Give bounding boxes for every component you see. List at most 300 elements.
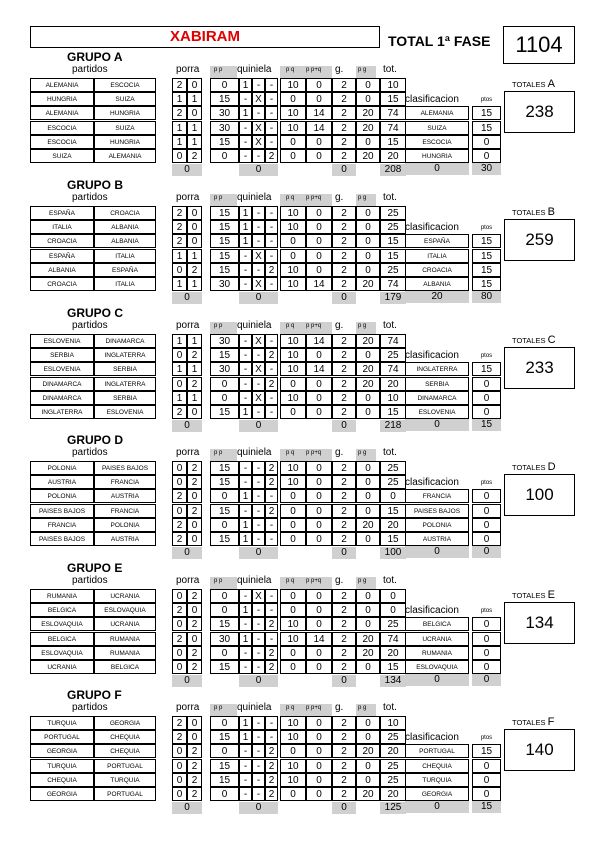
match-cell: 0 [172,787,187,801]
match-cell: - [252,206,265,220]
column-header-pg: p g [358,323,367,329]
match-cell: 0 [356,249,380,263]
match-cell: 1 [239,234,252,248]
match-cell: 10 [280,617,306,631]
match-cell: 0 [306,504,332,518]
standing-points: 0 [472,405,501,419]
column-header-porra: porra [176,64,200,75]
match-cell: SERBIA [94,391,156,405]
match-cell: 0 [306,773,332,787]
column-header-g: g. [335,575,344,586]
match-cell: 0 [187,78,202,92]
match-cell: - [239,759,252,773]
match-cell: 2 [332,263,356,277]
match-cell: 15 [380,249,406,263]
sum-cell: 125 [380,802,406,814]
match-cell: UCRANIA [30,660,94,674]
group-totals-label [512,461,556,473]
standing-team: FRANCIA [405,489,469,503]
match-cell: 2 [332,92,356,106]
match-cell: 0 [210,787,239,801]
match-cell: ALEMANIA [94,149,156,163]
match-cell: - [239,135,252,149]
match-cell: 20 [356,744,380,758]
match-cell: 0 [187,405,202,419]
match-cell: - [239,377,252,391]
match-cell: 10 [280,391,306,405]
group-section [0,178,595,306]
match-row [30,475,406,489]
match-cell: 1 [239,716,252,730]
column-header-pg: p g [358,195,367,201]
match-cell: 10 [380,391,406,405]
standings-summary-left: 0 [405,163,469,175]
column-header-pg: p g [358,450,367,456]
match-cell: 10 [280,362,306,376]
match-cell: 15 [380,660,406,674]
standings-summary-left: 0 [405,801,469,813]
match-cell: 10 [280,334,306,348]
match-cell: 25 [380,759,406,773]
standing-team: ALBANIA [405,277,469,291]
column-header-porra: porra [176,192,200,203]
match-cell: 20 [380,518,406,532]
match-cell: GEORGIA [94,716,156,730]
standing-team: POLONIA [405,518,469,532]
match-cell: 0 [210,391,239,405]
match-cell: 20 [380,149,406,163]
match-cell: - [239,92,252,106]
group-totals-letter: F [547,716,555,728]
group-totals-letter: B [547,206,555,218]
standing-points: 0 [472,660,501,674]
match-cell: 2 [332,489,356,503]
match-cell: - [265,121,278,135]
match-cell: - [239,617,252,631]
clasificacion-label: clasificacion [405,350,459,362]
standing-team: CROACIA [405,263,469,277]
match-cell: 2 [265,377,278,391]
sum-cell: 218 [380,420,406,432]
standing-points: 0 [472,773,501,787]
standing-team: ESLOVENIA [405,405,469,419]
match-cell: ITALIA [94,277,156,291]
match-cell: 15 [210,532,239,546]
match-cell: 2 [187,617,202,631]
match-cell: 2 [172,603,187,617]
match-cell: ITALIA [94,249,156,263]
match-row [30,234,406,248]
standings-summary-left: 0 [405,546,469,558]
match-cell: 2 [265,787,278,801]
clasificacion-label: clasificacion [405,605,459,617]
match-cell: 20 [356,646,380,660]
match-cell: - [265,234,278,248]
standing-team: ITALIA [405,249,469,263]
match-cell: 0 [172,475,187,489]
standing-points: 15 [472,249,501,263]
match-cell: ITALIA [30,220,94,234]
match-cell: X [252,277,265,291]
match-cell: 2 [332,78,356,92]
match-cell: RUMANIA [94,646,156,660]
match-cell: TURQUIA [30,716,94,730]
match-cell: DINAMARCA [30,391,94,405]
match-cell: 20 [380,377,406,391]
match-cell: - [239,249,252,263]
group-section [0,561,595,689]
match-cell: 2 [187,461,202,475]
match-cell: 0 [306,759,332,773]
standings-summary-left: 0 [405,419,469,431]
sum-cell: 0 [332,420,356,432]
match-cell: 10 [280,277,306,291]
match-cell: 1 [187,391,202,405]
match-cell: 0 [380,603,406,617]
match-cell: - [252,773,265,787]
sum-cell: 0 [239,420,278,432]
standings-summary-left: 20 [405,291,469,303]
group-total-value: 140 [504,729,575,771]
match-cell: 10 [280,759,306,773]
match-cell: AUSTRIA [94,489,156,503]
match-cell: 25 [380,730,406,744]
standing-points: 15 [472,121,501,135]
match-cell: - [265,362,278,376]
sum-cell: 208 [380,164,406,176]
standing-points: 0 [472,646,501,660]
group-section [0,433,595,561]
match-cell: ESLOVENIA [30,362,94,376]
standing-row [405,744,501,758]
match-cell: 0 [210,744,239,758]
column-header-quiniela: quiniela [237,575,272,586]
column-header-pq: p q [286,705,295,711]
match-cell: - [265,92,278,106]
column-header-quiniela: quiniela [237,192,272,203]
standing-row [405,249,501,263]
match-cell: 0 [280,660,306,674]
match-cell: 0 [356,461,380,475]
participant-name-box [30,26,380,48]
match-row [30,744,406,758]
match-cell: 0 [306,532,332,546]
match-cell: - [239,504,252,518]
match-cell: 0 [306,660,332,674]
match-cell: 0 [306,206,332,220]
match-cell: CHEQUIA [30,773,94,787]
match-cell: 0 [172,660,187,674]
match-cell: AUSTRIA [30,475,94,489]
standing-team: TURQUIA [405,773,469,787]
match-cell: 1 [239,220,252,234]
match-cell: 0 [172,646,187,660]
standing-points: 0 [472,135,501,149]
match-cell: ESPAÑA [94,263,156,277]
match-cell: 0 [280,92,306,106]
match-cell: 20 [356,149,380,163]
match-cell: - [265,405,278,419]
column-header-partidos: partidos [72,192,108,203]
match-row [30,405,406,419]
match-cell: 0 [172,461,187,475]
match-cell: ALEMANIA [30,106,94,120]
column-header-quiniela: quiniela [237,64,272,75]
match-cell: 2 [172,106,187,120]
match-cell: 0 [356,504,380,518]
match-cell: 2 [187,377,202,391]
match-cell: 0 [187,220,202,234]
standing-row [405,646,501,660]
match-cell: 0 [210,646,239,660]
standings-summary-right: 0 [472,546,501,558]
match-cell: 0 [306,744,332,758]
match-cell: TURQUIA [94,773,156,787]
group-totals-letter: C [547,334,556,346]
match-cell: 0 [306,475,332,489]
column-header-ppq: p p+q [306,705,322,711]
match-row [30,106,406,120]
match-cell: 1 [187,362,202,376]
match-cell: X [252,589,265,603]
match-cell: 15 [210,759,239,773]
standing-row [405,532,501,546]
match-cell: PORTUGAL [30,730,94,744]
match-cell: 1 [172,121,187,135]
match-cell: 15 [210,249,239,263]
match-cell: 25 [380,263,406,277]
match-cell: 0 [356,603,380,617]
match-cell: 0 [280,249,306,263]
sum-cell: 0 [239,675,278,687]
match-cell: 15 [380,532,406,546]
match-cell: - [265,277,278,291]
ptos-label: ptos [480,97,493,104]
sum-cell: 0 [332,292,356,304]
match-row [30,716,406,730]
group-title: GRUPO C [67,306,124,320]
match-cell: 1 [172,135,187,149]
match-cell: 0 [306,249,332,263]
group-totals-text: TOTALES [512,336,546,345]
match-cell: 15 [380,92,406,106]
sum-cell: 0 [239,547,278,559]
column-header-ppq: p p+q [306,450,322,456]
match-cell: ESPAÑA [30,249,94,263]
column-header-pq: p q [286,67,295,73]
match-cell: UCRANIA [94,617,156,631]
ptos-label: ptos [480,353,493,360]
match-cell: 0 [187,730,202,744]
match-cell: 0 [306,405,332,419]
column-header-pq: p q [286,323,295,329]
column-header-porra: porra [176,447,200,458]
match-cell: 1 [239,603,252,617]
match-cell: 0 [280,744,306,758]
standing-points: 0 [472,632,501,646]
match-cell: - [239,121,252,135]
column-header-partidos: partidos [72,64,108,75]
match-row [30,263,406,277]
match-cell: 0 [280,532,306,546]
standing-points: 0 [472,489,501,503]
match-cell: 2 [265,461,278,475]
standings-summary-right: 15 [472,419,501,431]
match-cell: 20 [356,632,380,646]
match-cell: 0 [306,603,332,617]
match-cell: 1 [172,277,187,291]
match-cell: 2 [332,730,356,744]
match-cell: 20 [356,362,380,376]
match-cell: 15 [210,263,239,277]
match-cell: ESLOVENIA [30,334,94,348]
match-cell: POLONIA [94,518,156,532]
match-cell: 20 [356,334,380,348]
match-cell: 1 [239,632,252,646]
match-cell: HUNGRIA [30,92,94,106]
match-cell: 0 [172,773,187,787]
match-cell: 15 [380,405,406,419]
match-cell: 15 [210,660,239,674]
match-row [30,632,406,646]
match-cell: - [239,362,252,376]
match-cell: 2 [187,646,202,660]
match-cell: 0 [280,234,306,248]
standing-row [405,759,501,773]
match-cell: 2 [265,348,278,362]
standing-points: 0 [472,504,501,518]
match-cell: - [252,475,265,489]
match-cell: 1 [239,206,252,220]
match-row [30,532,406,546]
clasificacion-label: clasificacion [405,222,459,234]
match-cell: 2 [187,773,202,787]
sum-cell: 0 [172,547,202,559]
standing-team: AUSTRIA [405,532,469,546]
match-cell: DINAMARCA [30,377,94,391]
standing-team: GEORGIA [405,787,469,801]
group-section [0,50,595,178]
match-row [30,660,406,674]
match-cell: 0 [306,730,332,744]
match-cell: 1 [187,277,202,291]
ptos-label: ptos [480,225,493,232]
column-header-pp: p p [214,195,223,201]
standings-summary-right: 15 [472,801,501,813]
sum-cell: 0 [172,675,202,687]
match-cell: 1 [172,92,187,106]
match-cell: 0 [172,263,187,277]
match-cell: 74 [380,334,406,348]
match-cell: 0 [356,617,380,631]
match-cell: ESCOCIA [30,135,94,149]
match-cell: - [265,334,278,348]
match-row [30,362,406,376]
group-totals-label [512,589,555,601]
match-cell: 14 [306,362,332,376]
match-cell: DINAMARCA [94,334,156,348]
standing-row [405,405,501,419]
match-row [30,773,406,787]
match-cell: 10 [280,773,306,787]
standing-points: 15 [472,277,501,291]
column-header-pq: p q [286,195,295,201]
match-row [30,461,406,475]
match-cell: 0 [356,263,380,277]
match-cell: 2 [187,660,202,674]
sum-cell: 0 [332,802,356,814]
match-cell: 15 [210,773,239,787]
standing-row [405,149,501,163]
match-row [30,504,406,518]
match-cell: - [239,646,252,660]
match-cell: - [239,277,252,291]
match-cell: 30 [210,362,239,376]
match-cell: 0 [210,518,239,532]
match-cell: CROACIA [94,206,156,220]
group-section [0,306,595,434]
match-cell: 0 [306,263,332,277]
standing-team: ESCOCIA [405,135,469,149]
match-cell: GEORGIA [30,744,94,758]
match-row [30,149,406,163]
match-cell: CROACIA [30,277,94,291]
match-cell: 10 [380,78,406,92]
match-row [30,787,406,801]
sum-cell: 0 [332,675,356,687]
match-cell: 0 [356,759,380,773]
standing-row [405,504,501,518]
match-cell: 2 [332,405,356,419]
match-cell: PAISES BAJOS [30,504,94,518]
match-cell: 2 [332,716,356,730]
match-cell: PAISES BAJOS [94,461,156,475]
ptos-label: ptos [480,608,493,615]
total-phase-label: TOTAL 1ª FASE [388,33,491,49]
column-header-tot: tot. [383,702,397,713]
column-header-porra: porra [176,575,200,586]
participant-name: XABIRAM [170,28,240,45]
match-cell: X [252,135,265,149]
match-cell: FRANCIA [94,504,156,518]
match-cell: 2 [332,135,356,149]
group-total-value: 259 [504,219,575,261]
standing-points: 15 [472,106,501,120]
match-cell: 0 [187,632,202,646]
standing-row [405,277,501,291]
match-cell: 10 [280,475,306,489]
match-cell: 0 [172,744,187,758]
column-header-quiniela: quiniela [237,702,272,713]
match-cell: 10 [280,121,306,135]
match-cell: - [265,489,278,503]
match-cell: 25 [380,475,406,489]
match-cell: 1 [239,405,252,419]
match-cell: 0 [306,589,332,603]
match-cell: 0 [210,716,239,730]
column-header-g: g. [335,64,344,75]
standing-team: ALEMANIA [405,106,469,120]
match-cell: 2 [187,589,202,603]
match-cell: 0 [356,532,380,546]
match-cell: 0 [187,518,202,532]
match-cell: 2 [187,348,202,362]
match-cell: 2 [187,263,202,277]
standing-row [405,391,501,405]
standing-row [405,377,501,391]
sum-cell: 100 [380,547,406,559]
match-cell: 0 [187,603,202,617]
